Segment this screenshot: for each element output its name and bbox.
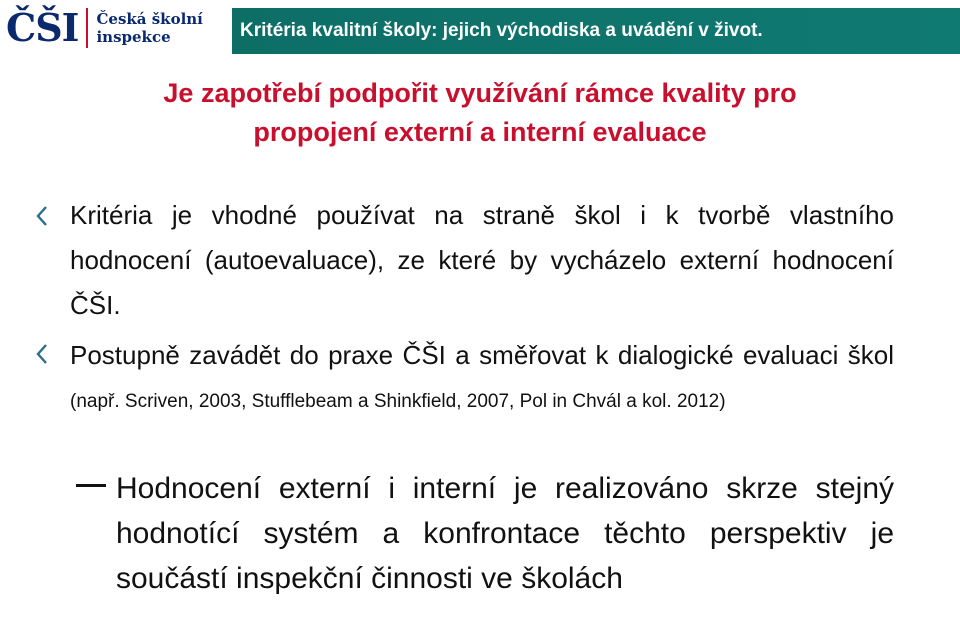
banner-title: Kritéria kvalitní školy: jejich východiska a uvádění v život.: [240, 20, 763, 41]
csi-logo: [0, 0, 232, 56]
slide-title: [0, 74, 960, 152]
slide-title-line-2: propojení externí a interní evaluace: [253, 117, 707, 147]
logo-text: [96, 10, 202, 46]
bullet-2-reference: (např. Scriven, 2003, Stufflebeam a Shinkfield, 2007, Pol in Chvál a kol. 2012): [70, 391, 726, 412]
header: [0, 0, 960, 56]
bullet-2: [70, 334, 894, 423]
dash-icon: [76, 484, 106, 487]
sub-bullet: Hodnocení externí i interní je realizováno skrze stejný hodnotící systém a konfrontace těchto perspektiv je součástí inspekční činnosti ve školách: [116, 472, 894, 595]
title-banner: [232, 8, 960, 54]
logo-line-2: inspekce: [96, 28, 171, 46]
chevron-left-icon: [34, 205, 50, 231]
slide-title-line-1: Je zapotřebí podpořit využívání rámce kvality pro: [163, 78, 797, 108]
logo-abbr: ČŠI: [6, 5, 79, 50]
bullet-1: Kritéria je vhodné používat na straně škol i k tvorbě vlastního hodnocení (autoevaluace), ze které by vycházelo externí hodnocení ČŠI.: [70, 200, 894, 320]
bullet-2-text: Postupně zavádět do praxe ČŠI a směřovat k dialogické evaluaci škol: [70, 340, 894, 370]
logo-divider: [86, 8, 88, 48]
logo-line-1: Česká školní: [96, 10, 203, 28]
chevron-left-icon: [34, 343, 50, 369]
